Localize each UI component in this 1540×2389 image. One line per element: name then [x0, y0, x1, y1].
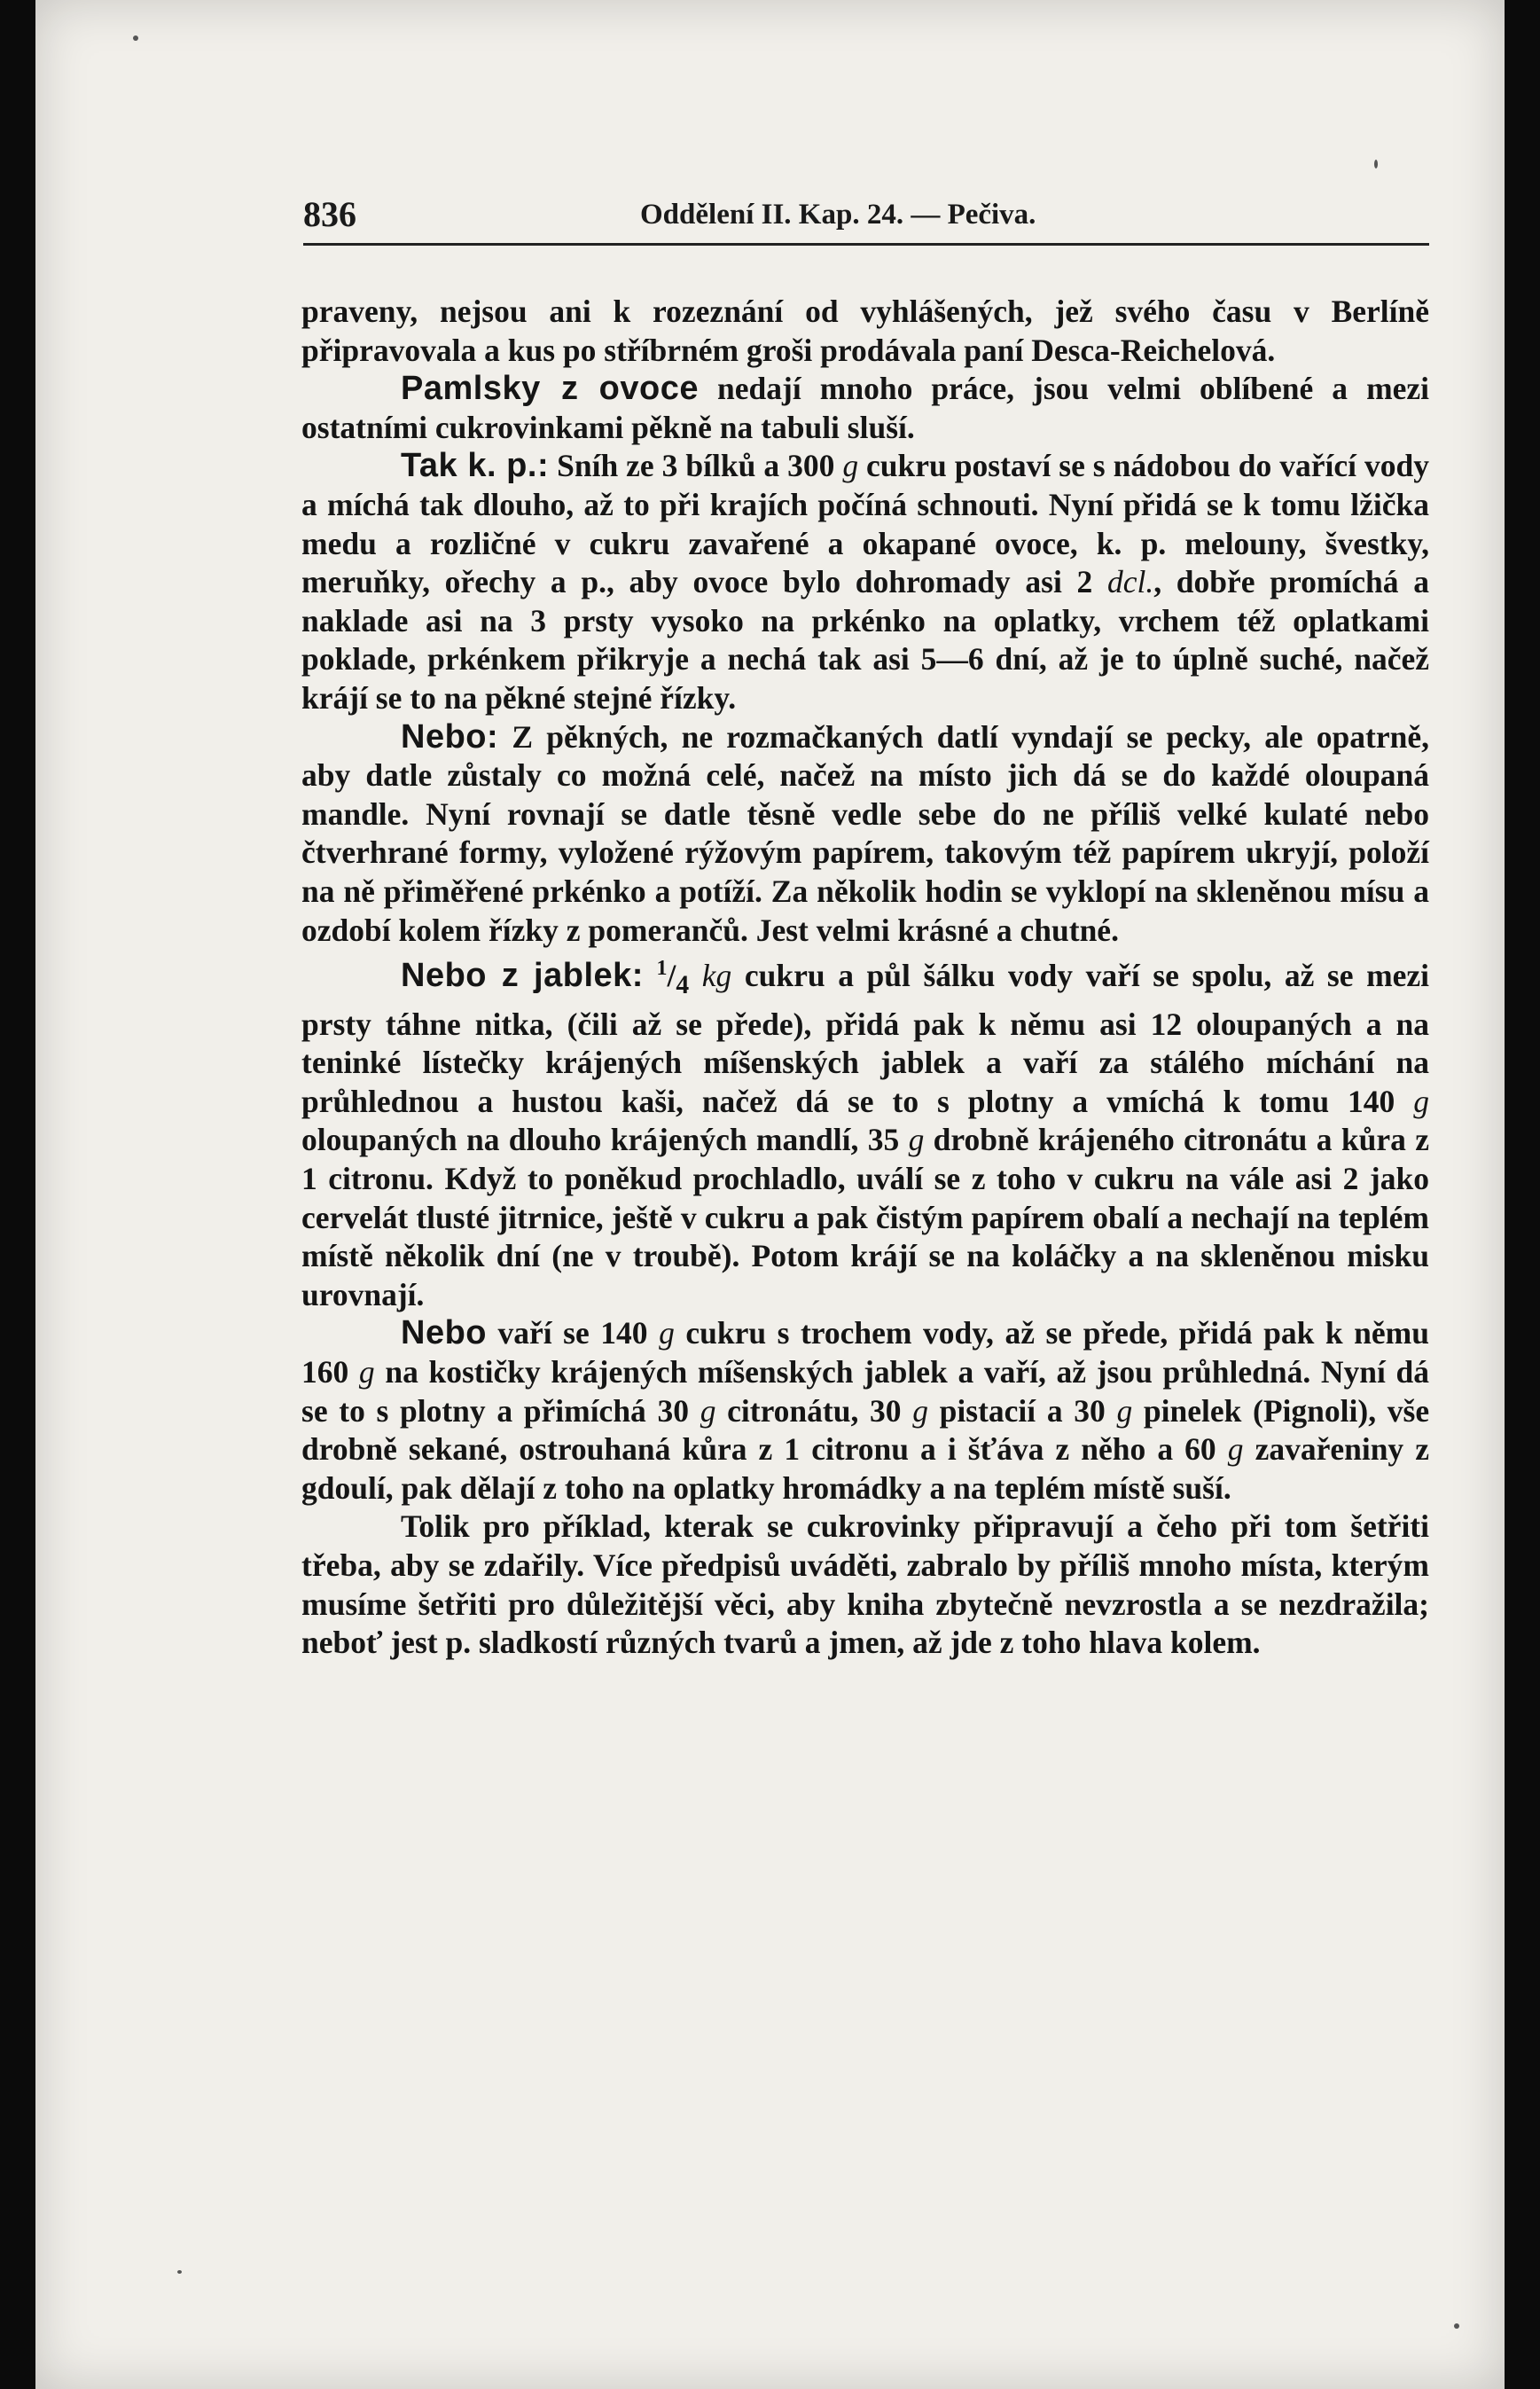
section-heading: Nebo	[401, 1314, 487, 1352]
paper-speck	[177, 2270, 182, 2274]
section-heading: Nebo z jablek:	[401, 956, 644, 994]
paragraph-1: praveny, nejsou ani k rozeznání od vyhlášených, jež svého času v Berlíně připravovala a kus po stříbrném groši prodávala paní Desca-Reichelová.	[301, 294, 1429, 368]
body-text	[301, 293, 1429, 1663]
paragraph-closing: Tolik pro příklad, kterak se cukrovinky připravují a čeho při tom šetřiti třeba, aby se zdařily. Více předpisů uváděti, zabralo by příliš mnoho místa, kterým musíme šetřiti pro důležitější věci, aby kniha zbytečně nevzrostla a se nezdražila; neboť jest p. sladkostí různých tvarů a jmen, až jde z toho hlava kolem.	[301, 1508, 1429, 1661]
paper-speck	[1374, 160, 1378, 168]
paragraph-apples-2: Nebo vaří se 140 g cukru s trochem vody, až se přede, přidá pak k němu 160 g na kostičky krájených míšenských jablek a vaří, až jsou průhledná. Nyní dá se to s plotny a přimíchá 30 g citronátu, 30 g pistacií a 30 g pinelek (Pignoli), vše drobně sekané, ostrouhaná kůra z 1 citronu a i šťáva z něho a 60 g zavařeniny z gdoulí, pak dělají z toho na oplatky hromádky a na teplém místě suší.	[301, 1314, 1430, 1506]
page-header	[303, 193, 1429, 238]
page-number: 836	[303, 194, 356, 234]
header-rule	[303, 243, 1429, 246]
section-heading: Pamlsky z ovoce	[401, 370, 699, 408]
paragraph-tak-kp: Tak k. p.: Sníh ze 3 bílků a 300 g cukru postaví se s nádobou do vařící vody a míchá tak dlouho, až to při krajích počíná schnouti. Nyní přidá se k tomu lžička medu a rozličné v cukru zavařené a okapané ovoce, k. p. melouny, švestky, meruňky, ořechy a p., aby ovoce bylo dohromady asi 2 dcl., dobře promíchá a naklade asi na 3 prsty vysoko na prkénko na oplatky, vrchem též oplatkami poklade, prkénkem přikryje a nechá tak asi 5—6 dní, až je to úplně suché, načež krájí se to na pěkné stejné řízky.	[301, 447, 1429, 716]
book-page	[35, 0, 1505, 2389]
section-heading: Nebo:	[401, 717, 499, 756]
paragraph-apples: Nebo z jablek: $^1/_4$ kg cukru a půl šálku vody vaří se spolu, až se mezi prsty táhne nitka, (čili až se přede), přidá pak k němu asi 12 oloupaných a na teninké lístečky krájených míšenských jablek a vaří za stálého míchání na průhlednou a hustou kaši, načež dá se to s plotny a vmíchá k tomu 140 g oloupaných na dlouho krájených mandlí, 35 g drobně krájeného citronátu a kůra z 1 citronu. Když to poněkud prochladlo, uválí se z toho v cukru na vále asi 2 jako cervelát tlusté jitrnice, ještě v cukru a pak čistým papírem obalí a nechají na teplém místě několik dní (ne v troubě). Potom krájí se na koláčky a na skleněnou misku urovnají.	[301, 956, 1430, 1312]
paragraph-dates: Nebo: Z pěkných, ne rozmačkaných datlí vyndají se pecky, ale opatrně, aby datle zůstaly co možná celé, načež na místo jich dá se do každé oloupaná mandle. Nyní rovnají se datle těsně vedle sebe do ne příliš velké kulaté nebo čtverhrané formy, vyložené rýžovým papírem, takovým též papírem ukryjí, položí na ně přiměřené prkénko a potíží. Za několik hodin se vyklopí na skleněnou mísu a ozdobí kolem řízky z pomerančů. Jest velmi krásné a chutné.	[301, 717, 1430, 948]
paper-speck	[133, 35, 138, 41]
paper-speck	[1454, 2323, 1459, 2329]
fraction: $^1/_4$	[656, 957, 690, 1000]
section-heading: Tak k. p.:	[401, 447, 550, 485]
running-title: Oddělení II. Kap. 24. — Pečiva.	[640, 199, 1036, 231]
paragraph-fruit-sweets: Pamlsky z ovoce nedají mnoho práce, jsou velmi oblíbené a mezi ostatními cukrovinkami pěkně na tabuli sluší.	[301, 370, 1430, 445]
